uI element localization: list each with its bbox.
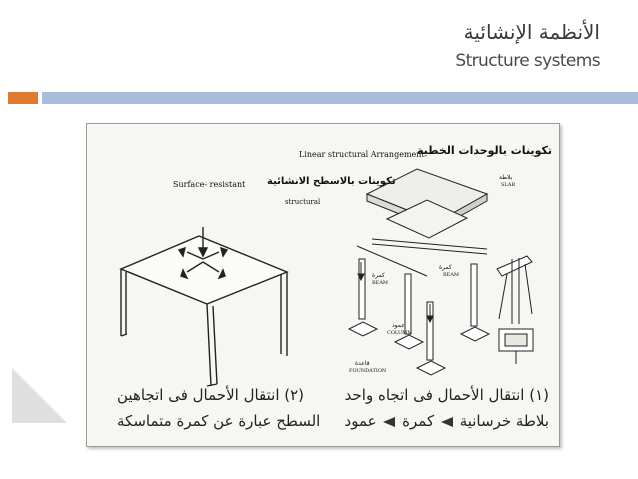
surface-title-arabic: تكوينات بالاسطح الانشائية [267, 176, 396, 187]
linear-title-english: Linear structural Arrangement [299, 150, 425, 159]
column-label-english: COLUMN [387, 330, 412, 336]
beam-label-english: BEAM [443, 272, 460, 278]
accent-bar-orange [8, 92, 38, 104]
caption-linear-line1: (١) انتقال الأحمال فى اتجاه واحد [344, 386, 549, 404]
beam-label-arabic: كمرة [439, 264, 452, 271]
surface-structure-drawing [121, 227, 287, 386]
caption-beam-text: كمرة [402, 412, 435, 430]
surface-subtitle-english: structural [285, 198, 321, 206]
caption-surface-line1: (٢) انتقال الأحمال فى اتجاهين [117, 386, 305, 404]
caption-linear-line2 [345, 412, 549, 430]
foundation-label-english: FOUNDATION [349, 368, 387, 374]
arrow-left-icon [383, 417, 395, 427]
slab-label-english: SLAB [501, 182, 516, 188]
beam2-label-english: BEAM [372, 280, 389, 286]
beam2-label-arabic: كمرة [372, 272, 385, 279]
caption-column-text: عمود [344, 412, 377, 430]
slide-title-english: Structure systems [455, 51, 600, 71]
caption-slab-text: بلاطة خرسانية [459, 412, 549, 430]
caption-surface-line2: السطح عبارة عن كمرة متماسكة [117, 412, 321, 430]
linear-title-arabic: تكوينات بالوحدات الخطية [417, 144, 552, 157]
arrow-left-icon [441, 417, 453, 427]
foundation-label-arabic: قاعدة [355, 360, 370, 367]
corner-decoration [12, 368, 67, 423]
slab-label-arabic: بلاطة [499, 174, 513, 181]
accent-bar-blue [42, 92, 638, 104]
surface-title-english: Surface- resistant [173, 180, 246, 189]
structure-figure [86, 123, 560, 447]
slide-title-arabic: الأنظمة الإنشائية [463, 20, 600, 44]
column-label-arabic: عمود [392, 322, 405, 329]
